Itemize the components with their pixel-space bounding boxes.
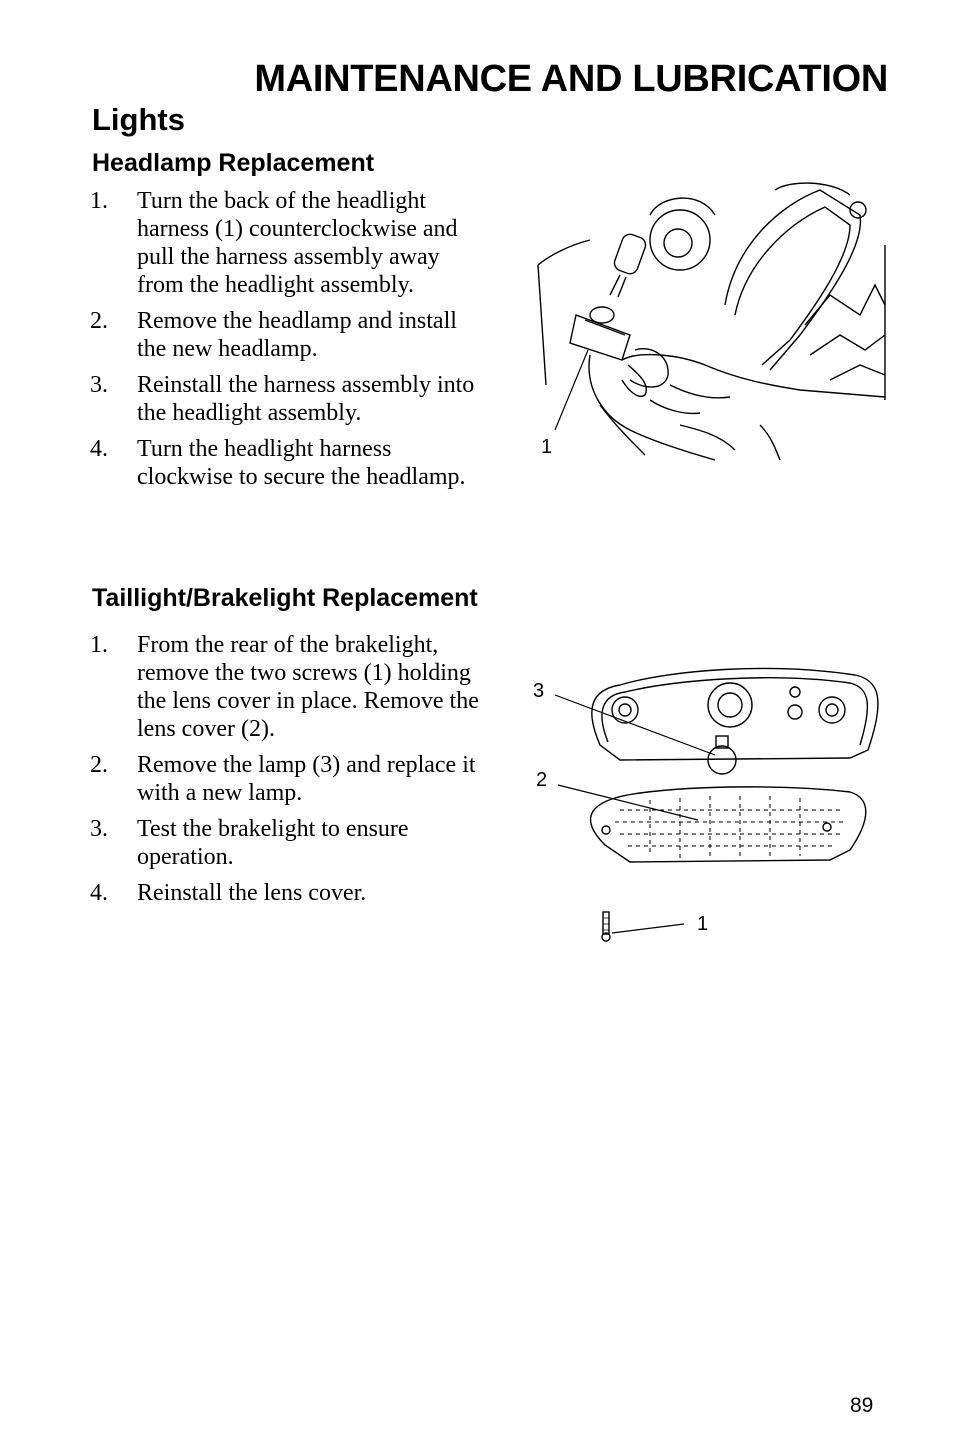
list-item: 3. Test the brakelight to ensure operation. <box>90 816 409 870</box>
taillight-steps <box>90 631 500 915</box>
list-item: 2. Remove the lamp (3) and replace it with a new lamp. <box>90 752 476 806</box>
list-item: 1. Turn the back of the headlight harness (1) counterclockwise and pull the harness assembly away from the headlight assembly. <box>90 188 458 298</box>
taillight-callout-2: 2 <box>536 769 548 791</box>
list-item: 4. Turn the headlight harness clockwise to secure the headlamp. <box>90 436 466 490</box>
taillight-callout-3: 3 <box>533 680 545 702</box>
headlamp-illustration <box>530 185 890 465</box>
page-header-title: MAINTENANCE AND LUBRICATION <box>254 58 888 100</box>
headlamp-callout-1: 1 <box>541 436 553 458</box>
taillight-illustration <box>550 650 890 950</box>
taillight-callout-1: 1 <box>697 913 709 935</box>
headlamp-heading: Headlamp Replacement <box>92 149 375 177</box>
headlamp-steps <box>90 187 490 499</box>
taillight-heading: Taillight/Brakelight Replacement <box>92 584 478 612</box>
list-item: 1. From the rear of the brakelight, remove the two screws (1) holding the lens cover in place. Remove the lens cover (2). <box>90 632 479 742</box>
list-item: 3. Reinstall the harness assembly into the headlight assembly. <box>90 372 475 426</box>
page-number: 89 <box>850 1394 874 1417</box>
list-item: 4. Reinstall the lens cover. <box>90 880 367 906</box>
section-title: Lights <box>92 102 185 137</box>
list-item: 2. Remove the headlamp and install the new headlamp. <box>90 308 457 362</box>
